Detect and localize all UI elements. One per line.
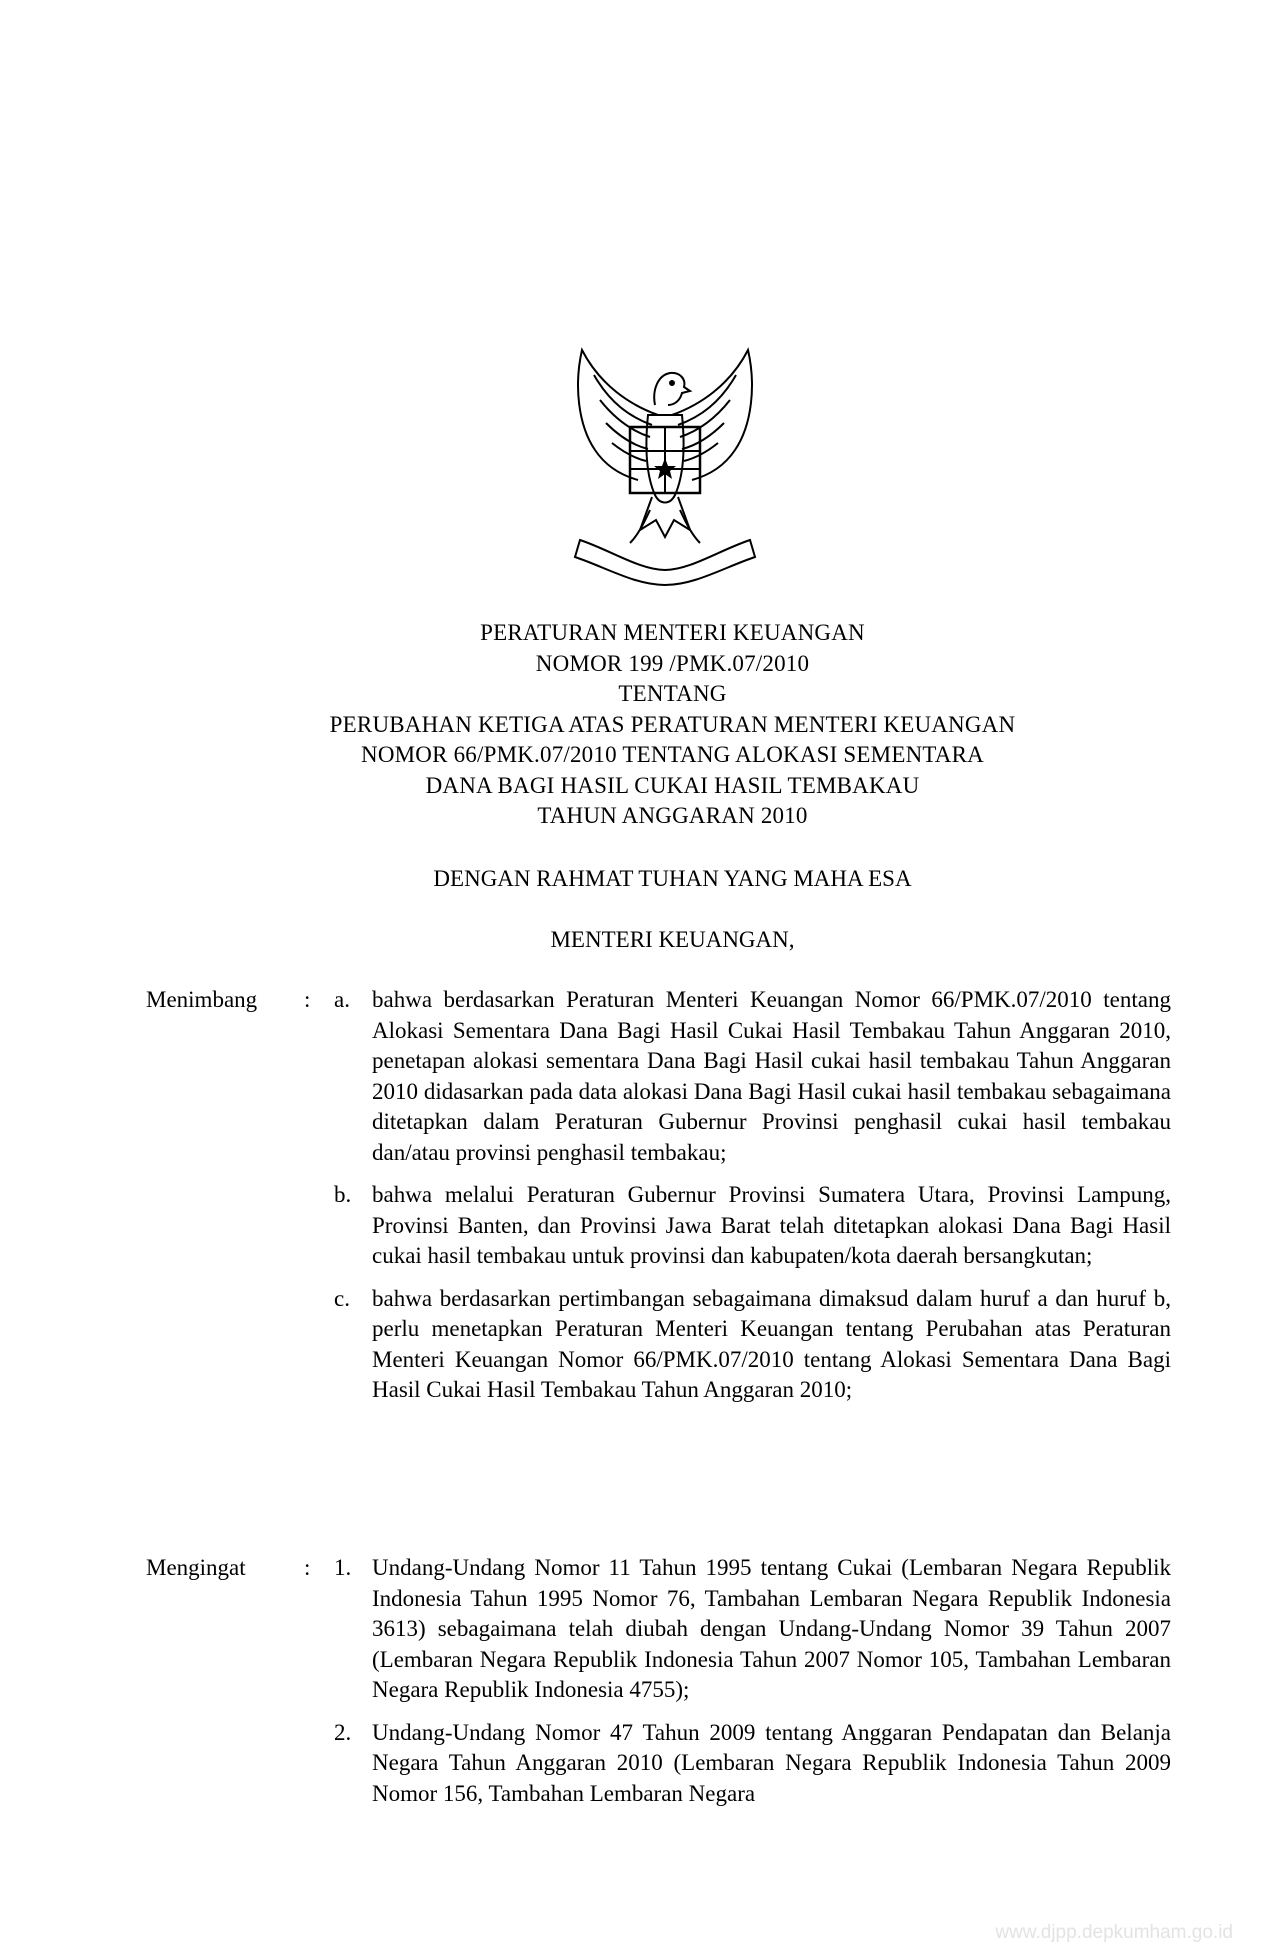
title-line: NOMOR 199 /PMK.07/2010 <box>535 650 810 676</box>
item-marker: a. <box>334 987 350 1012</box>
item-text: bahwa berdasarkan pertimbangan sebagaimana dimaksud dalam huruf a dan huruf b, perlu menetapkan Peraturan Menteri Keuangan tentang Perubahan atas Peraturan Menteri Keuangan Nomor 66/PMK.07/2010 tentang Alokasi Sementara Dana Bagi Hasil Cukai Hasil Tembakau Tahun Anggaran 2010; <box>372 1285 1171 1402</box>
item-text: bahwa berdasarkan Peraturan Menteri Keuangan Nomor 66/PMK.07/2010 tentang Alokasi Sementara Dana Bagi Hasil Cukai Hasil Tembakau Tahun Anggaran 2010, penetapan alokasi sementara Dana Bagi Hasil cukai hasil tembakau Tahun Anggaran 2010 didasarkan pada data alokasi Dana Bagi Hasil cukai hasil tembakau sebagaimana ditetapkan dalam Peraturan Gubernur Provinsi penghasil cukai hasil tembakau dan/atau provinsi penghasil tembakau; <box>372 987 1171 1165</box>
item-marker: c. <box>334 1285 350 1311</box>
list-item <box>146 1180 1171 1272</box>
item-marker: 2. <box>334 1719 352 1745</box>
item-marker: 1. <box>334 1555 352 1580</box>
list-item <box>146 1718 1171 1810</box>
title-line: PERATURAN MENTERI KEUANGAN <box>480 620 865 645</box>
list-item <box>146 1284 1171 1406</box>
list-item <box>146 985 1171 1168</box>
title-line: TENTANG <box>618 681 727 706</box>
menimbang-section <box>146 985 1171 1418</box>
regulation-title <box>150 618 1195 832</box>
mengingat-section <box>146 1553 1171 1821</box>
title-line: PERUBAHAN KETIGA ATAS PERATURAN MENTERI KEUANGAN <box>329 711 1016 737</box>
watermark-url: www.djpp.depkumham.go.id <box>995 1922 1233 1943</box>
item-text: bahwa melalui Peraturan Gubernur Provinsi Sumatera Utara, Provinsi Lampung, Provinsi Banten, dan Provinsi Jawa Barat telah ditetapkan alokasi Dana Bagi Hasil cukai hasil tembakau untuk provinsi dan kabupaten/kota daerah bersangkutan; <box>372 1182 1171 1268</box>
invocation-line: DENGAN RAHMAT TUHAN YANG MAHA ESA <box>433 866 912 891</box>
item-marker: b. <box>334 1182 352 1207</box>
title-line: NOMOR 66/PMK.07/2010 TENTANG ALOKASI SEMENTARA <box>361 742 984 767</box>
section-colon: : <box>304 1555 311 1580</box>
title-line: TAHUN ANGGARAN 2010 <box>537 803 808 828</box>
item-text: Undang-Undang Nomor 11 Tahun 1995 tentang Cukai (Lembaran Negara Republik Indonesia Tahun 1995 Nomor 76, Tambahan Lembaran Negara Republik Indonesia 3613) sebagaimana telah diubah dengan Undang-Undang Nomor 39 Tahun 2007 (Lembaran Negara Republik Indonesia Tahun 2007 Nomor 105, Tambahan Lembaran Negara Republik Indonesia 4755); <box>372 1555 1171 1702</box>
garuda-emblem-icon <box>560 345 770 590</box>
title-line: DANA BAGI HASIL CUKAI HASIL TEMBAKAU <box>425 772 920 798</box>
item-text: Undang-Undang Nomor 47 Tahun 2009 tentang Anggaran Pendapatan dan Belanja Negara Tahun Anggaran 2010 (Lembaran Negara Republik Indonesia Tahun 2009 Nomor 156, Tambahan Lembaran Negara <box>372 1719 1171 1806</box>
list-item <box>146 1553 1171 1706</box>
section-colon: : <box>304 987 311 1012</box>
section-label: Menimbang <box>146 987 258 1012</box>
section-label: Mengingat <box>146 1555 246 1580</box>
minister-line: MENTERI KEUANGAN, <box>550 927 795 952</box>
